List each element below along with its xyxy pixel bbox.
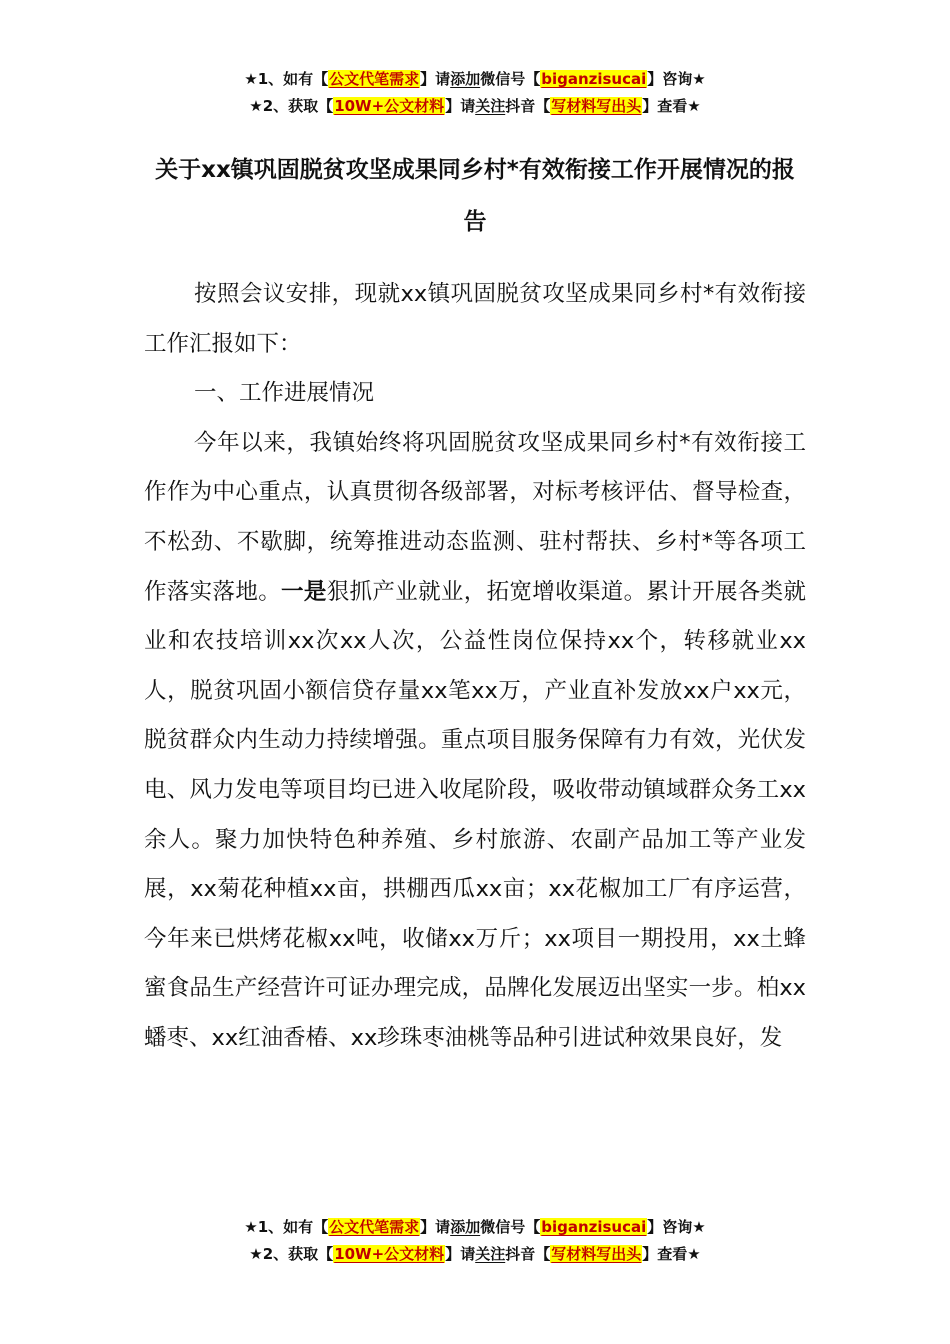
promo-text: 抖音【 — [505, 1245, 551, 1263]
paragraph-text: 今年以来，我镇始终将巩固脱贫攻坚成果同乡村*有效衔接工作作为中心重点，认真贯彻各级部署，对标考核评估、督导检查，不松劲、不歇脚，统筹推进动态监测、驻村帮扶、乡村*等各项工作落实落地。 — [144, 429, 806, 605]
promo-text: ★2、获取【 — [249, 1245, 334, 1263]
promo-text: ★2、获取【 — [249, 97, 334, 115]
promo-underline: 添加 — [450, 70, 481, 88]
promo-text: 】查看★ — [642, 1245, 701, 1263]
promo-text: ★1、如有【 — [244, 70, 329, 88]
promo-text: 】咨询★ — [647, 70, 706, 88]
promo-underline: 关注 — [475, 97, 506, 115]
section-heading: 一、工作进展情况 — [194, 380, 375, 407]
promo-text: 】请 — [420, 70, 451, 88]
wechat-id: biganzisucai — [541, 1218, 647, 1236]
promo-line-1 — [0, 66, 950, 93]
promo-text: 】请 — [445, 1245, 476, 1263]
promo-underline: 关注 — [475, 1245, 506, 1263]
promo-text: 】请 — [445, 97, 476, 115]
promo-underline: 添加 — [450, 1218, 481, 1236]
promo-text: 抖音【 — [505, 97, 551, 115]
douyin-account: 写材料写出头 — [551, 1245, 642, 1263]
promo-banner-top — [0, 66, 950, 120]
promo-highlight: 10W+公文材料 — [334, 97, 445, 115]
promo-line-2 — [0, 93, 950, 120]
document-title: 关于xx镇巩固脱贫攻坚成果同乡村*有效衔接工作开展情况的报告 — [155, 157, 795, 235]
promo-highlight: 10W+公文材料 — [334, 1245, 445, 1263]
douyin-account: 写材料写出头 — [551, 97, 642, 115]
intro-paragraph: 按照会议安排，现就xx镇巩固脱贫攻坚成果同乡村*有效衔接工作汇报如下： — [144, 281, 806, 357]
promo-text: 微信号【 — [480, 1218, 541, 1236]
promo-text: ★1、如有【 — [244, 1218, 329, 1236]
promo-line-1 — [0, 1214, 950, 1241]
paragraph-text: 狠抓产业就业，拓宽增收渠道。累计开展各类就业和农技培训xx次xx人次，公益性岗位保持xx个，转移就业xx人，脱贫巩固小额信贷存量xx笔xx万，产业直补发放xx户xx元，脱贫群众内生动力持续增强。重点项目服务保障有力有效，光伏发电、风力发电等项目均已进入收尾阶段，吸收带动镇域群众务工xx余人。聚力加快特色种养殖、乡村旅游、农副产品加工等产业发展，xx菊花种植xx亩，拱棚西瓜xx亩；xx花椒加工厂有序运营，今年来已烘烤花椒xx吨，收储xx万斤；xx项目一期投用，xx土蜂蜜食品生产经营许可证办理完成，品牌化发展迈出坚实一步。柏xx蟠枣、xx红油香椿、xx珍珠枣油桃等品种引进试种效果良好，发 — [144, 578, 806, 1051]
promo-text: 】查看★ — [642, 97, 701, 115]
promo-highlight: 公文代笔需求 — [329, 1218, 420, 1236]
bold-lead: 一是 — [281, 578, 327, 605]
promo-highlight: 公文代笔需求 — [329, 70, 420, 88]
promo-text: 】咨询★ — [647, 1218, 706, 1236]
promo-text: 】请 — [420, 1218, 451, 1236]
wechat-id: biganzisucai — [541, 70, 647, 88]
body-paragraph — [144, 419, 806, 1064]
promo-text: 微信号【 — [480, 70, 541, 88]
promo-line-2 — [0, 1241, 950, 1268]
document-body — [144, 270, 806, 1064]
promo-banner-bottom — [0, 1214, 950, 1268]
